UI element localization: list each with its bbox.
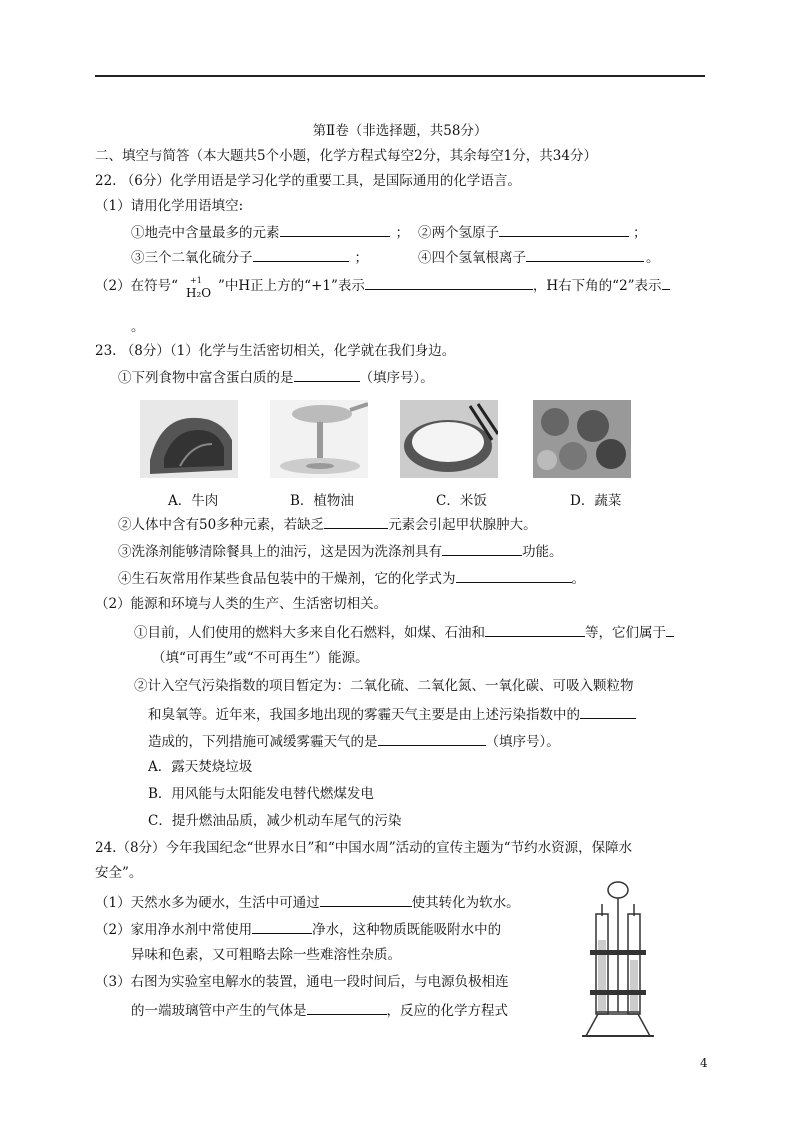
- rice-image: [400, 400, 498, 478]
- q23-energy1: ①目前，人们使用的燃料大多来自化石燃料，如煤、石油和 等，它们属于: [134, 622, 674, 642]
- q23-item2: ②人体中含有50多种元素，若缺乏 元素会引起甲状腺肿大。: [118, 514, 537, 534]
- answer-blank[interactable]: [580, 704, 636, 719]
- answer-blank[interactable]: [324, 514, 388, 529]
- oil-image: [270, 400, 368, 478]
- q23-stem: 23. （8分）（1）化学与生活密切相关，化学就在我们身边。: [95, 343, 456, 359]
- q23-item4: ④生石灰常用作某些食品包装中的干燥剂，它的化学式为 。: [118, 568, 585, 588]
- q22-part2: （2）在符号“ ”中H正上方的“+1”表示 ，H右下角的“2”表示: [95, 275, 670, 295]
- q24-s3: （3）右图为实验室电解水的装置，通电一段时间后，与电源负极相连: [95, 974, 509, 990]
- q22-a4: ④四个氢氧根离子 。: [418, 247, 660, 267]
- q23-energy1-cont: （填“可再生”或“不可再生”）能源。: [152, 650, 369, 666]
- electrolysis-apparatus-image: [580, 880, 656, 1040]
- answer-blank[interactable]: [280, 222, 390, 237]
- q22-stem: 22. （6分）化学用语是学习化学的重要工具，是国际通用的化学语言。: [95, 173, 521, 189]
- answer-blank[interactable]: [456, 568, 572, 583]
- q23-item3: ③洗涤剂能够清除餐具上的油污，这是因为洗涤剂具有 功能。: [118, 541, 563, 561]
- answer-blank[interactable]: [294, 367, 360, 382]
- answer-blank[interactable]: [666, 622, 674, 637]
- vegetables-image: [533, 400, 631, 478]
- answer-blank[interactable]: [499, 222, 629, 237]
- answer-blank[interactable]: [662, 275, 670, 290]
- answer-blank[interactable]: [526, 247, 644, 262]
- option-a: A．露天焚烧垃圾: [148, 759, 253, 775]
- q24-stem: 24.（8分）今年我国纪念“世界水日”和“中国水周”活动的宣传主题为“节约水资源，保障水: [95, 840, 633, 856]
- answer-blank[interactable]: [320, 892, 412, 907]
- q24-s2-cont: 异味和色素，又可粗略去除一些难溶性杂质。: [131, 947, 401, 963]
- food-caption-c: C．米饭: [436, 493, 487, 509]
- q23-item1: ①下列食物中富含蛋白质的是 （填序号）。: [118, 367, 434, 387]
- answer-blank[interactable]: [365, 275, 533, 290]
- q22-part1: （1）请用化学用语填空:: [95, 198, 244, 214]
- header-rule: [95, 75, 705, 77]
- page-number: 4: [700, 1056, 708, 1070]
- option-c: C．提升燃油品质，减少机动车尾气的污染: [148, 813, 402, 829]
- answer-blank[interactable]: [307, 1000, 387, 1015]
- q23-energy2-b: 和臭氧等。近年来，我国多地出现的雾霾天气主要是由上述污染指数中的: [148, 704, 636, 724]
- q23-energy2: ②计入空气污染指数的项目暂定为：二氧化硫、二氧化氮、一氧化碳、可吸入颗粒物: [134, 678, 634, 694]
- answer-blank[interactable]: [442, 541, 522, 556]
- food-caption-b: B．植物油: [290, 493, 354, 509]
- q24-s3-cont: 的一端玻璃管中产生的气体是 ，反应的化学方程式: [131, 1000, 508, 1020]
- q24-s1: （1）天然水多为硬水，生活中可通过 使其转化为软水。: [95, 892, 520, 912]
- q24-s2: （2）家用净水剂中常使用 净水，这种物质既能吸附水中的: [95, 919, 501, 939]
- food-caption-a: A．牛肉: [168, 493, 219, 509]
- option-b: B．用风能与太阳能发电替代燃煤发电: [148, 786, 374, 802]
- answer-blank[interactable]: [378, 731, 486, 746]
- q22-a1: ①地壳中含量最多的元素 ；: [131, 222, 409, 242]
- q22-part2-end: 。: [131, 319, 145, 335]
- q24-stem-cont: 安全”。: [95, 865, 143, 881]
- water-formula: +1 H₂O: [186, 276, 212, 300]
- answer-blank[interactable]: [252, 919, 312, 934]
- q22-a2: ②两个氢原子 ；: [418, 222, 647, 242]
- section-title: 第Ⅱ卷（非选择题，共58分）: [312, 123, 488, 139]
- part-heading: 二、填空与简答（本大题共5个小题，化学方程式每空2分，其余每空1分，共34分）: [95, 148, 597, 164]
- q23-part2: （2）能源和环境与人类的生产、生活密切相关。: [95, 596, 388, 612]
- q23-energy2-c: 造成的，下列措施可减缓雾霾天气的是 （填序号）。: [148, 731, 560, 751]
- answer-blank[interactable]: [253, 247, 349, 262]
- q22-a3: ③三个二氧化硫分子 ；: [131, 247, 368, 267]
- answer-blank[interactable]: [485, 622, 585, 637]
- food-caption-d: D．蔬菜: [570, 493, 622, 509]
- beef-image: [140, 400, 238, 478]
